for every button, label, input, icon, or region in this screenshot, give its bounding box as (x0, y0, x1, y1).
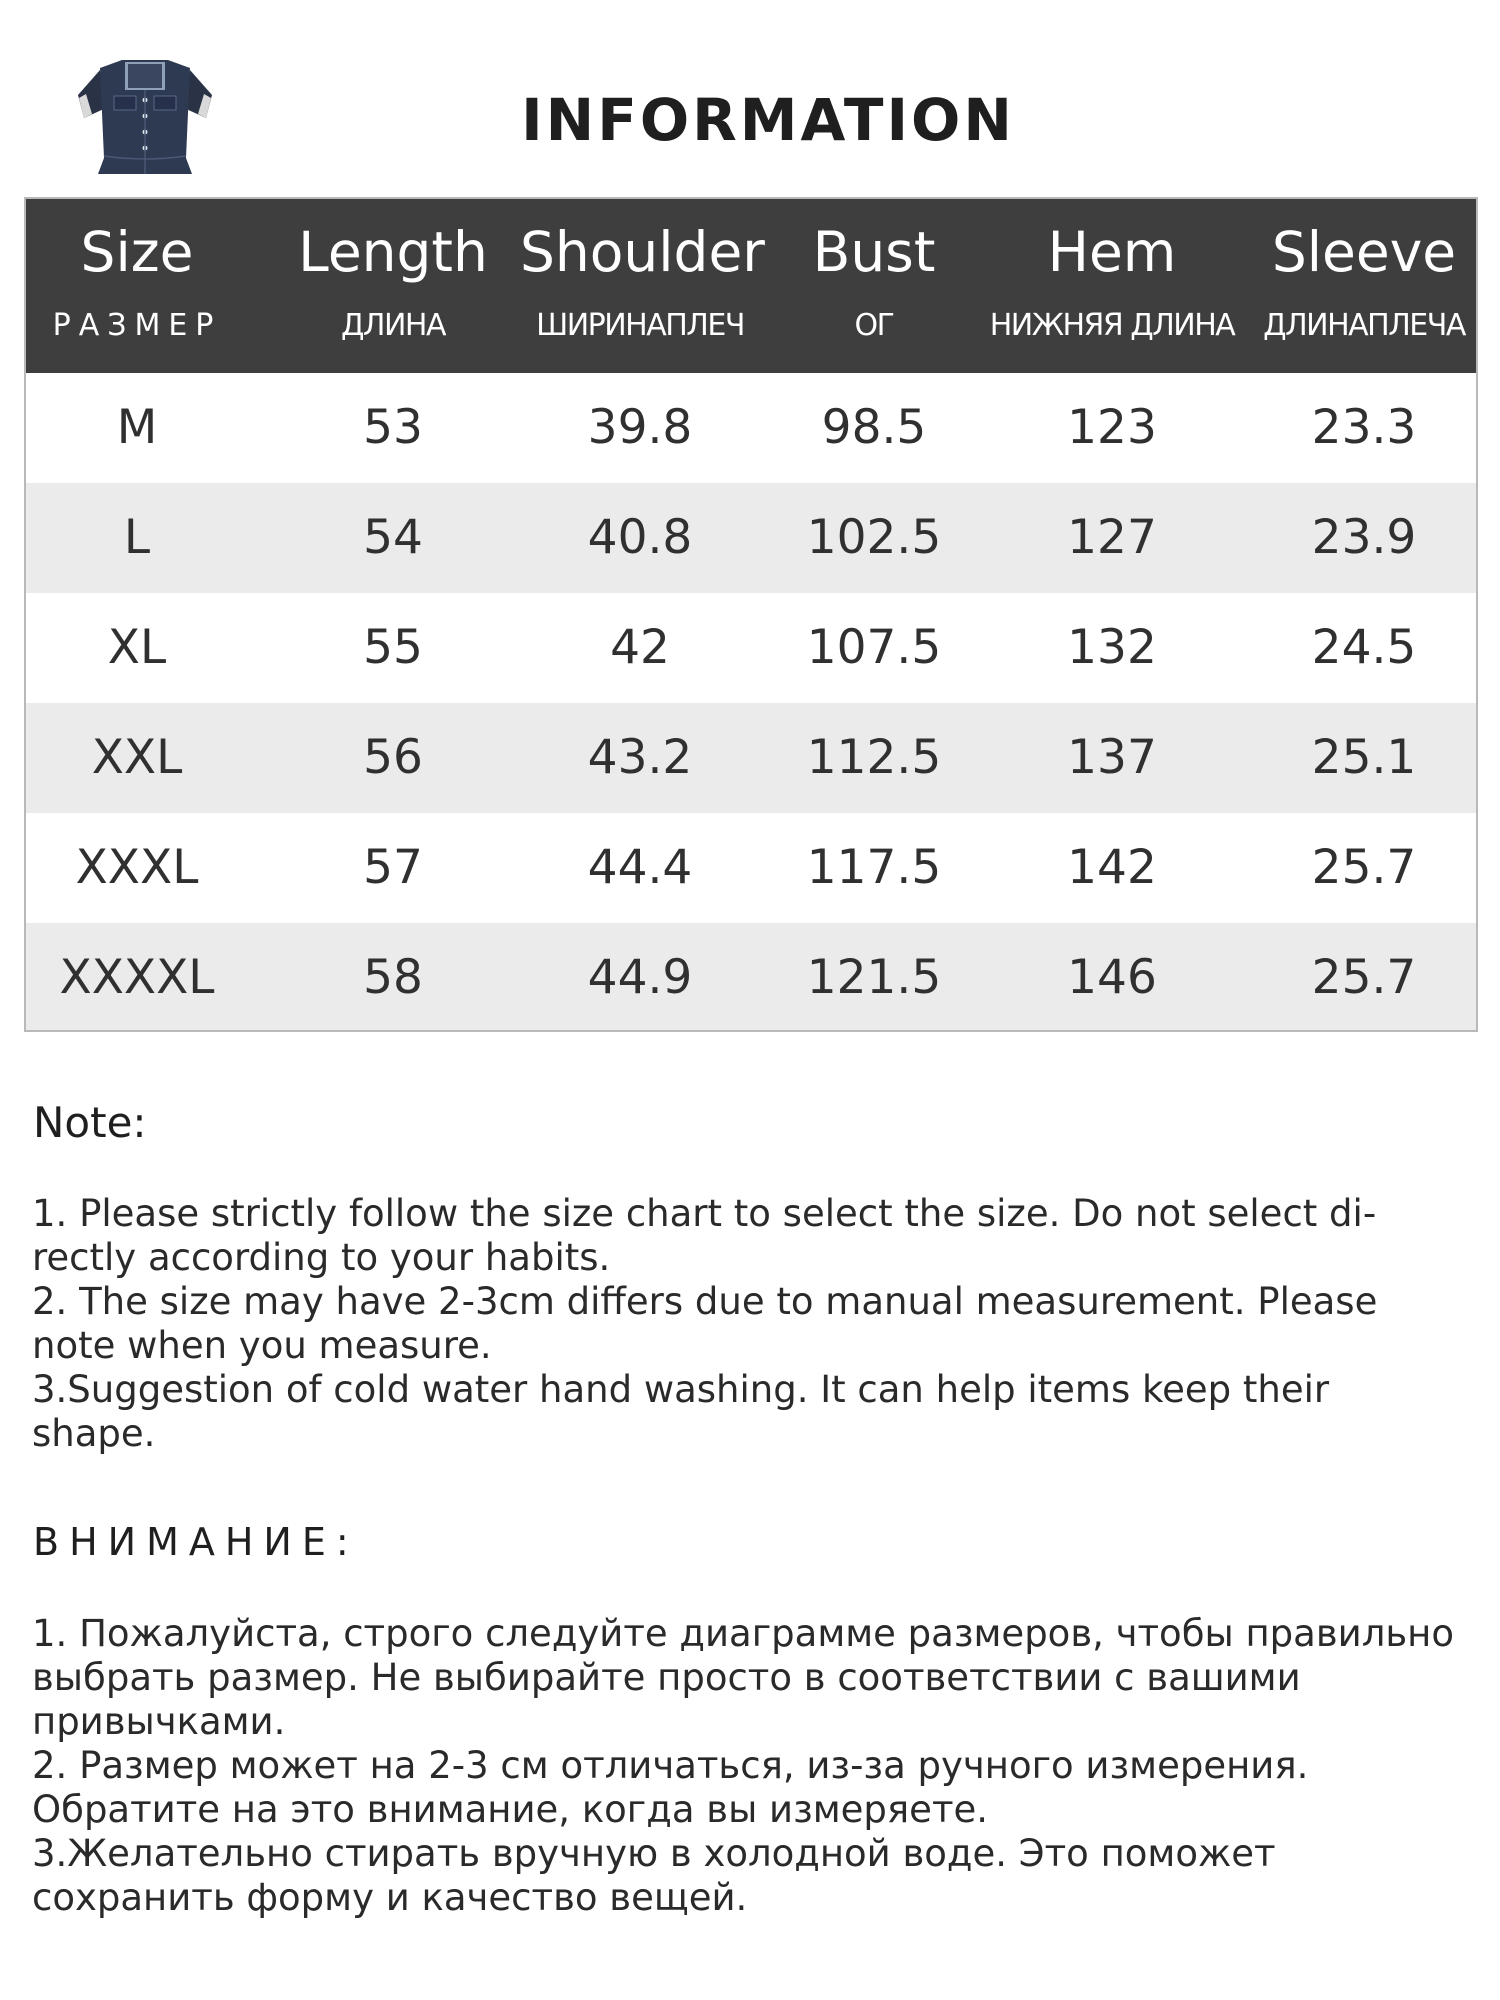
note-en-line: 2. The size may have 2-3cm differs due to manual measurement. Please (32, 1280, 1378, 1323)
cell-sleeve: 23.3 (1311, 400, 1417, 455)
cell-length: 54 (363, 510, 423, 565)
cell-size: M (116, 400, 158, 455)
col-header-shoulder: Shoulder ШИРИНАПЛЕЧ (520, 220, 765, 343)
note-heading-ru: ВНИМАНИЕ: (33, 1520, 359, 1564)
note-ru-line: 2. Размер может на 2-3 см отличаться, из-за ручного измерения. (32, 1744, 1309, 1787)
cell-hem: 142 (1067, 840, 1157, 895)
table-row (26, 703, 1476, 813)
note-en (32, 1192, 1462, 1456)
cell-shoulder: 43.2 (587, 730, 693, 785)
cell-sleeve: 25.1 (1311, 730, 1417, 785)
col-header-hem: Hem НИЖНЯЯ ДЛИНА (989, 220, 1235, 343)
cell-size: XXXXL (59, 950, 215, 1005)
note-ru-line: Обратите на это внимание, когда вы измеряете. (32, 1788, 989, 1831)
cell-hem: 132 (1067, 620, 1157, 675)
cell-shoulder: 42 (610, 620, 670, 675)
note-heading-en: Note: (33, 1098, 147, 1147)
cell-bust: 117.5 (806, 840, 942, 895)
cell-shoulder: 44.4 (587, 840, 693, 895)
cell-size: XL (107, 620, 167, 675)
cell-length: 55 (363, 620, 423, 675)
cell-length: 53 (363, 400, 423, 455)
cell-hem: 127 (1067, 510, 1157, 565)
cell-shoulder: 44.9 (587, 950, 693, 1005)
note-ru-line: привычками. (32, 1700, 286, 1743)
table-row (26, 923, 1476, 1030)
cell-size: XXXL (75, 840, 199, 895)
note-en-line: shape. (32, 1412, 156, 1455)
col-header-size: Size РАЗМЕР (52, 220, 222, 343)
cell-length: 58 (363, 950, 423, 1005)
note-ru (32, 1612, 1462, 1920)
page-title: INFORMATION (521, 86, 1015, 154)
table-row (26, 483, 1476, 593)
table-row (26, 373, 1476, 483)
cell-sleeve: 25.7 (1311, 950, 1417, 1005)
cell-hem: 123 (1067, 400, 1157, 455)
note-ru-line: выбрать размер. Не выбирайте просто в соответствии с вашими (32, 1656, 1301, 1699)
cell-length: 57 (363, 840, 423, 895)
size-table (24, 197, 1478, 1032)
note-en-line: rectly according to your habits. (32, 1236, 611, 1279)
cell-sleeve: 23.9 (1311, 510, 1417, 565)
cell-bust: 112.5 (806, 730, 942, 785)
note-ru-line: сохранить форму и качество вещей. (32, 1876, 748, 1919)
cell-shoulder: 40.8 (587, 510, 693, 565)
cell-bust: 121.5 (806, 950, 942, 1005)
cell-size: L (123, 510, 151, 565)
col-header-sleeve: Sleeve ДЛИНАПЛЕЧА (1263, 220, 1465, 343)
cell-hem: 146 (1067, 950, 1157, 1005)
table-header (26, 199, 1476, 373)
cell-bust: 102.5 (806, 510, 942, 565)
col-header-bust: Bust ОГ (812, 220, 936, 343)
note-en-line: 1. Please strictly follow the size chart to select the size. Do not select di- (32, 1192, 1377, 1235)
table-row (26, 593, 1476, 703)
table-row (26, 813, 1476, 923)
cell-bust: 98.5 (821, 400, 927, 455)
col-header-length: Length ДЛИНА (298, 220, 488, 343)
note-ru-line: 3.Желательно стирать вручную в холодной воде. Это поможет (32, 1832, 1276, 1875)
note-ru-line: 1. Пожалуйста, строго следуйте диаграмме размеров, чтобы правильно (32, 1612, 1454, 1655)
cell-length: 56 (363, 730, 423, 785)
cell-bust: 107.5 (806, 620, 942, 675)
cell-sleeve: 24.5 (1311, 620, 1417, 675)
cell-sleeve: 25.7 (1311, 840, 1417, 895)
cell-hem: 137 (1067, 730, 1157, 785)
cell-shoulder: 39.8 (587, 400, 693, 455)
note-en-line: note when you measure. (32, 1324, 492, 1367)
cell-size: XXL (91, 730, 183, 785)
note-en-line: 3.Suggestion of cold water hand washing. It can help items keep their (32, 1368, 1330, 1411)
